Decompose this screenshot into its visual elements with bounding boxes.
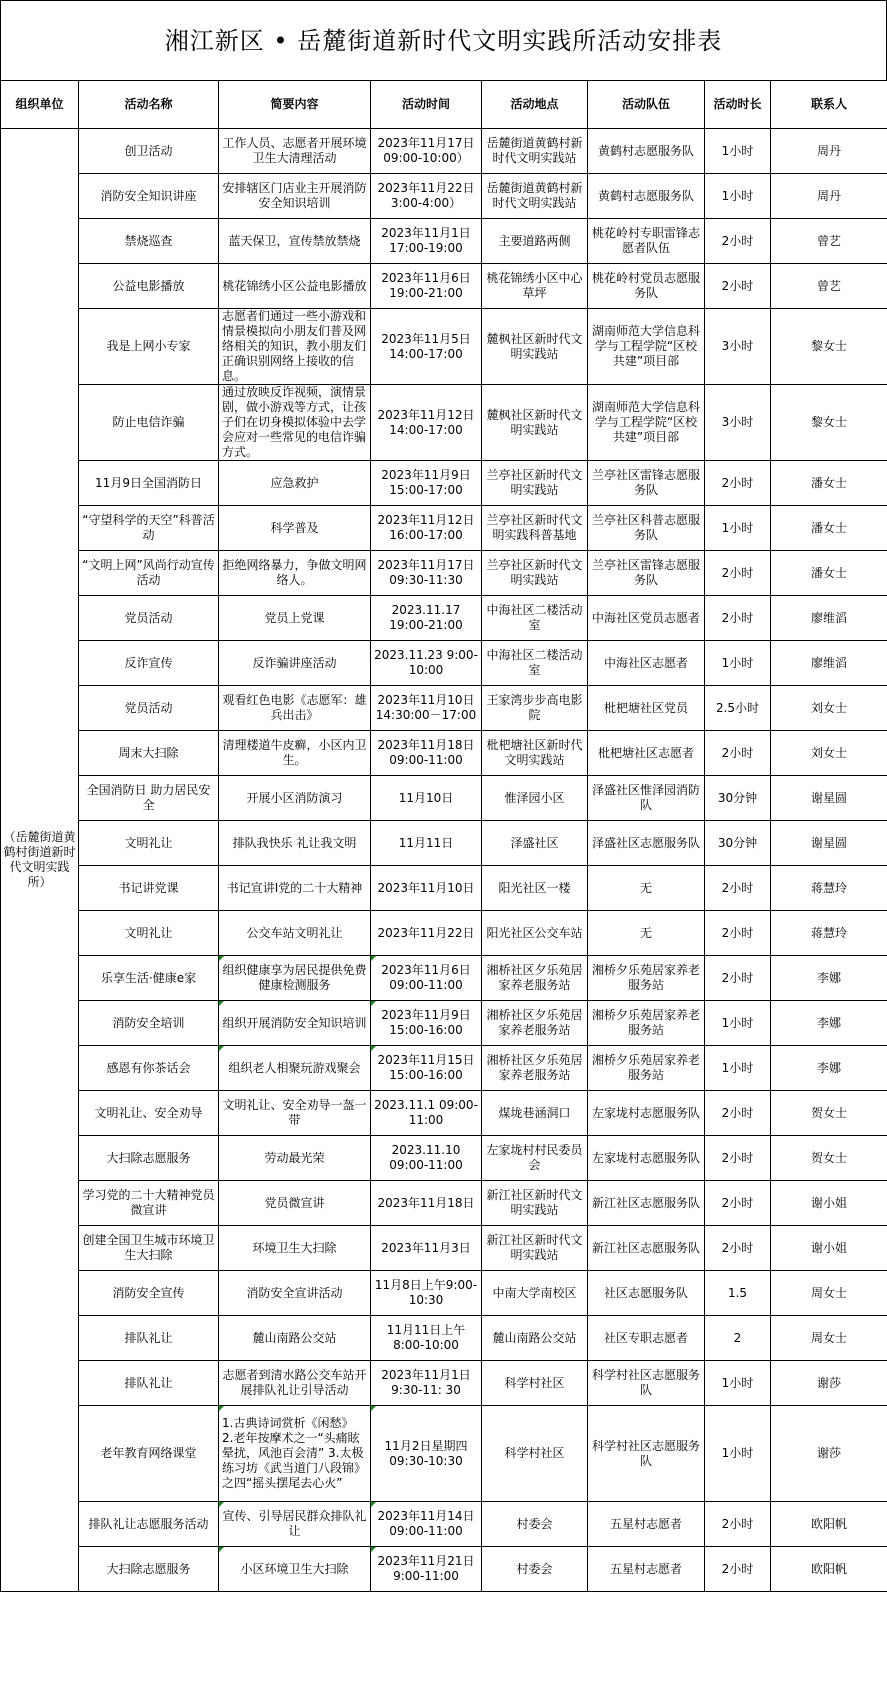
cell-contact: 欧阳帆 xyxy=(771,1502,887,1547)
cell-time: 11月11日 xyxy=(371,821,482,866)
cell-duration: 1小时 xyxy=(705,641,771,686)
cell-contact: 刘女士 xyxy=(771,686,887,731)
cell-time: 2023年11月9日15:00-16:00 xyxy=(371,1001,482,1046)
cell-duration: 2小时 xyxy=(705,1502,771,1547)
cell-content: 桃花锦绣小区公益电影播放 xyxy=(219,264,371,309)
cell-team: 兰亭社区雷锋志愿服务队 xyxy=(588,551,705,596)
cell-time: 2023年11月1日 9:30-11: 30 xyxy=(371,1361,482,1406)
cell-contact: 李娜 xyxy=(771,1046,887,1091)
cell-place: 新江社区新时代文明实践站 xyxy=(482,1226,588,1271)
cell-place: 村委会 xyxy=(482,1547,588,1592)
cell-content: 书记宣讲I党的二十大精神 xyxy=(219,866,371,911)
cell-name: 消防安全培训 xyxy=(79,1001,219,1046)
table-row xyxy=(1,1316,887,1361)
cell-time: 2023.11.1 09:00-11:00 xyxy=(371,1091,482,1136)
cell-name: 排队礼让 xyxy=(79,1361,219,1406)
cell-place: 桃花锦绣小区中心草坪 xyxy=(482,264,588,309)
cell-content: 工作人员、志愿者开展环境卫生大清理活动 xyxy=(219,129,371,174)
cell-name: 学习党的二十大精神党员微宣讲 xyxy=(79,1181,219,1226)
header-row xyxy=(1,81,887,129)
cell-team: 兰亭社区雷锋志愿服务队 xyxy=(588,461,705,506)
cell-place: 阳光社区一楼 xyxy=(482,866,588,911)
cell-content: 党员微宣讲 xyxy=(219,1181,371,1226)
cell-team: 黄鹤村志愿服务队 xyxy=(588,174,705,219)
cell-duration: 2.5小时 xyxy=(705,686,771,731)
cell-contact: 蒋慧玲 xyxy=(771,866,887,911)
cell-contact: 曾艺 xyxy=(771,264,887,309)
cell-duration: 2小时 xyxy=(705,731,771,776)
sheet-title: 湘江新区 • 岳麓街道新时代文明实践所活动安排表 xyxy=(0,0,887,80)
cell-time: 2023年11月10日 14:30:00－17:00 xyxy=(371,686,482,731)
activity-table xyxy=(0,80,887,1592)
cell-name: 党员活动 xyxy=(79,596,219,641)
cell-duration: 1小时 xyxy=(705,1406,771,1502)
cell-team: 中海社区志愿者 xyxy=(588,641,705,686)
cell-time: 2023年11月5日 14:00-17:00 xyxy=(371,309,482,385)
cell-place: 阳光社区公交车站 xyxy=(482,911,588,956)
cell-team: 社区专职志愿者 xyxy=(588,1316,705,1361)
cell-name: 文明礼让 xyxy=(79,911,219,956)
cell-name: 乐享生活·健康e家 xyxy=(79,956,219,1001)
table-row xyxy=(1,1547,887,1592)
cell-team: 湘桥夕乐苑居家养老服务站 xyxy=(588,956,705,1001)
cell-content: 组织健康享为居民提供免费健康检测服务 xyxy=(219,956,371,1001)
cell-name: 党员活动 xyxy=(79,686,219,731)
cell-contact: 曾艺 xyxy=(771,219,887,264)
cell-name: 我是上网小专家 xyxy=(79,309,219,385)
table-row xyxy=(1,1271,887,1316)
cell-contact: 蒋慧玲 xyxy=(771,911,887,956)
cell-name: 感恩有你茶话会 xyxy=(79,1046,219,1091)
cell-team: 中海社区党员志愿者 xyxy=(588,596,705,641)
cell-place: 新江社区新时代文明实践站 xyxy=(482,1181,588,1226)
cell-name: 书记讲党课 xyxy=(79,866,219,911)
cell-content: 清理楼道牛皮癣，小区内卫生。 xyxy=(219,731,371,776)
cell-time: 2023年11月3日 xyxy=(371,1226,482,1271)
cell-time: 2023年11月15日15:00-16:00 xyxy=(371,1046,482,1091)
cell-time: 2023年11月18日 09:00-11:00 xyxy=(371,731,482,776)
cell-name: 文明礼让 xyxy=(79,821,219,866)
cell-content: 环境卫生大扫除 xyxy=(219,1226,371,1271)
cell-team: 无 xyxy=(588,911,705,956)
table-row xyxy=(1,956,887,1001)
cell-team: 泽盛社区志愿服务队 xyxy=(588,821,705,866)
cell-contact: 黎女士 xyxy=(771,385,887,461)
cell-place: 兰亭社区新时代文明实践科普基地 xyxy=(482,506,588,551)
cell-contact: 潘女士 xyxy=(771,461,887,506)
cell-name: 排队礼让 xyxy=(79,1316,219,1361)
cell-time: 2023年11月6日09:00-11:00 xyxy=(371,956,482,1001)
table-body xyxy=(1,129,887,1592)
cell-contact: 谢小姐 xyxy=(771,1181,887,1226)
cell-team: 枇杷塘社区志愿者 xyxy=(588,731,705,776)
cell-duration: 1小时 xyxy=(705,1001,771,1046)
cell-duration: 30分钟 xyxy=(705,776,771,821)
cell-name: 老年教育网络课堂 xyxy=(79,1406,219,1502)
cell-duration: 2小时 xyxy=(705,596,771,641)
cell-place: 泽盛社区 xyxy=(482,821,588,866)
table-row xyxy=(1,461,887,506)
table-row xyxy=(1,174,887,219)
table-row xyxy=(1,309,887,385)
cell-name: 排队礼让志愿服务活动 xyxy=(79,1502,219,1547)
header-place: 活动地点 xyxy=(482,81,588,129)
cell-duration: 2小时 xyxy=(705,219,771,264)
cell-place: 湘桥社区夕乐苑居家养老服务站 xyxy=(482,1046,588,1091)
cell-name: 周末大扫除 xyxy=(79,731,219,776)
cell-content: 小区环境卫生大扫除 xyxy=(219,1547,371,1592)
cell-contact: 贺女士 xyxy=(771,1136,887,1181)
cell-name: 创建全国卫生城市环境卫生大扫除 xyxy=(79,1226,219,1271)
table-row xyxy=(1,1001,887,1046)
cell-time: 2023年11月18日 xyxy=(371,1181,482,1226)
table-row xyxy=(1,385,887,461)
cell-contact: 欧阳帆 xyxy=(771,1547,887,1592)
table-row xyxy=(1,1406,887,1502)
cell-time: 2023年11月21日9:00-11:00 xyxy=(371,1547,482,1592)
table-row xyxy=(1,1361,887,1406)
cell-duration: 1小时 xyxy=(705,1046,771,1091)
cell-contact: 廖维滔 xyxy=(771,596,887,641)
header-contact: 联系人 xyxy=(771,81,887,129)
table-row xyxy=(1,264,887,309)
cell-content: 消防安全宣讲活动 xyxy=(219,1271,371,1316)
table-row xyxy=(1,866,887,911)
cell-place: 惟泽园小区 xyxy=(482,776,588,821)
table-row xyxy=(1,776,887,821)
cell-place: 煤垅巷涵洞口 xyxy=(482,1091,588,1136)
cell-contact: 黎女士 xyxy=(771,309,887,385)
cell-duration: 2小时 xyxy=(705,461,771,506)
cell-content: 志愿者到清水路公交车站开展排队礼让引导活动 xyxy=(219,1361,371,1406)
cell-team: 湘桥夕乐苑居家养老服务站 xyxy=(588,1046,705,1091)
cell-place: 麓山南路公交站 xyxy=(482,1316,588,1361)
cell-duration: 2小时 xyxy=(705,1181,771,1226)
table-row xyxy=(1,219,887,264)
cell-content: 麓山南路公交站 xyxy=(219,1316,371,1361)
table-row xyxy=(1,1091,887,1136)
table-row xyxy=(1,1181,887,1226)
cell-contact: 周女士 xyxy=(771,1316,887,1361)
cell-team: 湖南师范大学信息科学与工程学院“区校共建”项目部 xyxy=(588,309,705,385)
cell-place: 中海社区二楼活动室 xyxy=(482,596,588,641)
cell-team: 科学村社区志愿服务队 xyxy=(588,1361,705,1406)
cell-time: 2023年11月1日 17:00-19:00 xyxy=(371,219,482,264)
table-row xyxy=(1,129,887,174)
cell-content: 应急救护 xyxy=(219,461,371,506)
cell-contact: 廖维滔 xyxy=(771,641,887,686)
cell-duration: 2小时 xyxy=(705,264,771,309)
cell-duration: 3小时 xyxy=(705,309,771,385)
table-row xyxy=(1,911,887,956)
cell-duration: 1小时 xyxy=(705,174,771,219)
cell-place: 麓枫社区新时代文明实践站 xyxy=(482,385,588,461)
cell-name: 创卫活动 xyxy=(79,129,219,174)
cell-place: 枇杷塘社区新时代文明实践站 xyxy=(482,731,588,776)
cell-name: 大扫除志愿服务 xyxy=(79,1136,219,1181)
table-row xyxy=(1,1226,887,1271)
cell-team: 湖南师范大学信息科学与工程学院“区校共建”项目部 xyxy=(588,385,705,461)
cell-team: 五星村志愿者 xyxy=(588,1547,705,1592)
cell-time: 2023.11.23 9:00-10:00 xyxy=(371,641,482,686)
header-activity-name: 活动名称 xyxy=(79,81,219,129)
cell-place: 湘桥社区夕乐苑居家养老服务站 xyxy=(482,1001,588,1046)
cell-content: 安排辖区门店业主开展消防安全知识培训 xyxy=(219,174,371,219)
table-row xyxy=(1,821,887,866)
cell-contact: 贺女士 xyxy=(771,1091,887,1136)
cell-team: 无 xyxy=(588,866,705,911)
cell-contact: 刘女士 xyxy=(771,731,887,776)
cell-name: 11月9日全国消防日 xyxy=(79,461,219,506)
table-row xyxy=(1,1502,887,1547)
cell-place: 岳麓街道黄鹤村新时代文明实践站 xyxy=(482,129,588,174)
cell-duration: 2 xyxy=(705,1316,771,1361)
table-row xyxy=(1,641,887,686)
cell-time: 11月8日上午9:00-10:30 xyxy=(371,1271,482,1316)
cell-place: 主要道路两侧 xyxy=(482,219,588,264)
cell-name: 文明礼让、安全劝导 xyxy=(79,1091,219,1136)
cell-time: 2023年11月22日 xyxy=(371,911,482,956)
cell-content: 反诈骗讲座活动 xyxy=(219,641,371,686)
cell-contact: 周女士 xyxy=(771,1271,887,1316)
header-content: 简要内容 xyxy=(219,81,371,129)
table-row xyxy=(1,506,887,551)
cell-name: 全国消防日 助力居民安全 xyxy=(79,776,219,821)
cell-team: 新江社区志愿服务队 xyxy=(588,1226,705,1271)
header-duration: 活动时长 xyxy=(705,81,771,129)
cell-time: 2023年11月22日 3:00-4:00） xyxy=(371,174,482,219)
cell-duration: 2小时 xyxy=(705,911,771,956)
cell-place: 兰亭社区新时代文明实践站 xyxy=(482,461,588,506)
cell-duration: 1小时 xyxy=(705,506,771,551)
cell-time: 2023.11.17 19:00-21:00 xyxy=(371,596,482,641)
cell-place: 村委会 xyxy=(482,1502,588,1547)
cell-contact: 周丹 xyxy=(771,129,887,174)
cell-content: 组织老人相聚玩游戏聚会 xyxy=(219,1046,371,1091)
cell-contact: 周丹 xyxy=(771,174,887,219)
cell-contact: 谢星圆 xyxy=(771,776,887,821)
cell-time: 2023年11月12日 14:00-17:00 xyxy=(371,385,482,461)
cell-content: 党员上党课 xyxy=(219,596,371,641)
cell-place: 王家湾步步高电影院 xyxy=(482,686,588,731)
cell-team: 黄鹤村志愿服务队 xyxy=(588,129,705,174)
cell-team: 桃花岭村党员志愿服务队 xyxy=(588,264,705,309)
cell-duration: 30分钟 xyxy=(705,821,771,866)
cell-team: 枇杷塘社区党员 xyxy=(588,686,705,731)
cell-time: 11月11日上午8:00-10:00 xyxy=(371,1316,482,1361)
cell-time: 11月2日星期四 09:30-10:30 xyxy=(371,1406,482,1502)
cell-contact: 李娜 xyxy=(771,1001,887,1046)
cell-name: 大扫除志愿服务 xyxy=(79,1547,219,1592)
organizer-cell: （岳麓街道黄鹤村街道新时代文明实践所） xyxy=(1,129,79,1592)
cell-team: 兰亭社区科普志愿服务队 xyxy=(588,506,705,551)
cell-duration: 1.5 xyxy=(705,1271,771,1316)
cell-time: 2023年11月14日09:00-11:00 xyxy=(371,1502,482,1547)
cell-content: 排队我快乐 礼让我文明 xyxy=(219,821,371,866)
cell-team: 左家垅村志愿服务队 xyxy=(588,1091,705,1136)
cell-content: 组织开展消防安全知识培训 xyxy=(219,1001,371,1046)
cell-duration: 2小时 xyxy=(705,956,771,1001)
cell-duration: 2小时 xyxy=(705,1547,771,1592)
cell-name: “文明上网”风尚行动宣传活动 xyxy=(79,551,219,596)
cell-team: 湘桥夕乐苑居家养老服务站 xyxy=(588,1001,705,1046)
cell-place: 兰亭社区新时代文明实践站 xyxy=(482,551,588,596)
cell-team: 新江社区志愿服务队 xyxy=(588,1181,705,1226)
cell-content: 1.古典诗词赏析《闲愁》 2.老年按摩术之一“头痛眩晕扰，风池百会清” 3.太极练习坊《武当道门八段锦》之四“摇头摆尾去心火” xyxy=(219,1406,371,1502)
cell-time: 2023年11月9日 15:00-17:00 xyxy=(371,461,482,506)
cell-contact: 潘女士 xyxy=(771,551,887,596)
cell-contact: 李娜 xyxy=(771,956,887,1001)
cell-content: 宣传、引导居民群众排队礼让 xyxy=(219,1502,371,1547)
cell-place: 科学村社区 xyxy=(482,1361,588,1406)
cell-place: 湘桥社区夕乐苑居家养老服务站 xyxy=(482,956,588,1001)
cell-name: 消防安全知识讲座 xyxy=(79,174,219,219)
table-row xyxy=(1,1046,887,1091)
cell-duration: 3小时 xyxy=(705,385,771,461)
cell-content: 志愿者们通过一些小游戏和情景模拟向小朋友们普及网络相关的知识，教小朋友们正确识别网络上接收的信息。 xyxy=(219,309,371,385)
cell-content: 科学普及 xyxy=(219,506,371,551)
cell-duration: 2小时 xyxy=(705,1136,771,1181)
cell-duration: 1小时 xyxy=(705,129,771,174)
cell-content: 通过放映反诈视频，演情景剧，做小游戏等方式，让孩子们在切身模拟体验中去学会应对一些常见的电信诈骗方式。 xyxy=(219,385,371,461)
cell-name: 公益电影播放 xyxy=(79,264,219,309)
cell-time: 2023年11月17日 09:00-10:00） xyxy=(371,129,482,174)
cell-place: 中海社区二楼活动室 xyxy=(482,641,588,686)
cell-name: 消防安全宣传 xyxy=(79,1271,219,1316)
table-row xyxy=(1,551,887,596)
cell-team: 社区志愿服务队 xyxy=(588,1271,705,1316)
cell-time: 2023年11月12日 16:00-17:00 xyxy=(371,506,482,551)
cell-content: 蓝天保卫，宣传禁放禁烧 xyxy=(219,219,371,264)
cell-content: 拒绝网络暴力，争做文明网络人。 xyxy=(219,551,371,596)
cell-name: “守望科学的天空”科普活动 xyxy=(79,506,219,551)
cell-team: 桃花岭村专职雷锋志愿者队伍 xyxy=(588,219,705,264)
cell-time: 11月10日 xyxy=(371,776,482,821)
cell-team: 泽盛社区惟泽园消防队 xyxy=(588,776,705,821)
cell-content: 公交车站文明礼让 xyxy=(219,911,371,956)
cell-name: 反诈宣传 xyxy=(79,641,219,686)
cell-contact: 谢小姐 xyxy=(771,1226,887,1271)
cell-place: 麓枫社区新时代文明实践站 xyxy=(482,309,588,385)
table-row xyxy=(1,1136,887,1181)
cell-time: 2023年11月17日 09:30-11:30 xyxy=(371,551,482,596)
cell-contact: 潘女士 xyxy=(771,506,887,551)
cell-team: 科学村社区志愿服务队 xyxy=(588,1406,705,1502)
cell-content: 观看红色电影《志愿军：雄兵出击》 xyxy=(219,686,371,731)
cell-place: 岳麓街道黄鹤村新时代文明实践站 xyxy=(482,174,588,219)
header-organizer: 组织单位 xyxy=(1,81,79,129)
table-row xyxy=(1,596,887,641)
cell-duration: 2小时 xyxy=(705,1091,771,1136)
cell-place: 左家垅村村民委员会 xyxy=(482,1136,588,1181)
cell-team: 五星村志愿者 xyxy=(588,1502,705,1547)
cell-duration: 2小时 xyxy=(705,866,771,911)
cell-time: 2023年11月6日 19:00-21:00 xyxy=(371,264,482,309)
cell-contact: 谢莎 xyxy=(771,1361,887,1406)
cell-content: 文明礼让、安全劝导一盔一带 xyxy=(219,1091,371,1136)
cell-team: 左家垅村志愿服务队 xyxy=(588,1136,705,1181)
cell-duration: 2小时 xyxy=(705,1226,771,1271)
table-row xyxy=(1,731,887,776)
cell-contact: 谢星圆 xyxy=(771,821,887,866)
header-time: 活动时间 xyxy=(371,81,482,129)
cell-name: 防止电信诈骗 xyxy=(79,385,219,461)
cell-time: 2023.11.10 09:00-11:00 xyxy=(371,1136,482,1181)
cell-duration: 2小时 xyxy=(705,551,771,596)
cell-name: 禁烧巡查 xyxy=(79,219,219,264)
cell-time: 2023年11月10日 xyxy=(371,866,482,911)
table-row xyxy=(1,686,887,731)
cell-contact: 谢莎 xyxy=(771,1406,887,1502)
cell-place: 中南大学南校区 xyxy=(482,1271,588,1316)
cell-duration: 1小时 xyxy=(705,1361,771,1406)
cell-content: 开展小区消防演习 xyxy=(219,776,371,821)
cell-place: 科学村社区 xyxy=(482,1406,588,1502)
header-team: 活动队伍 xyxy=(588,81,705,129)
cell-content: 劳动最光荣 xyxy=(219,1136,371,1181)
